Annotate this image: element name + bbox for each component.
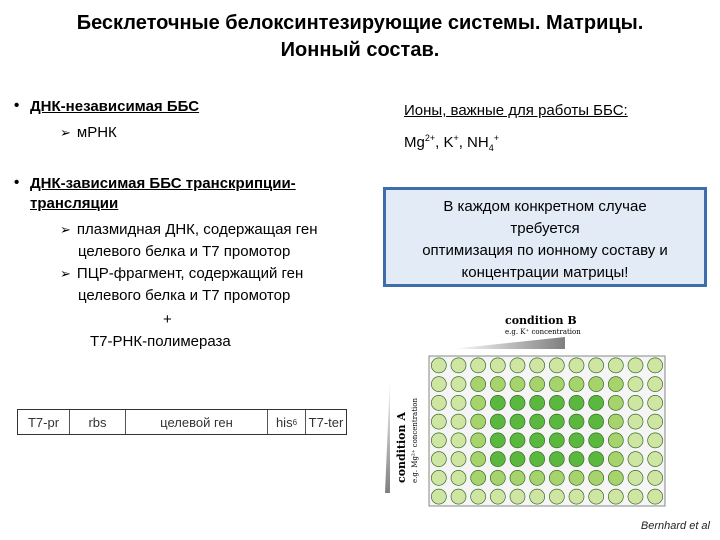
plate-well	[549, 395, 564, 410]
plate-well	[628, 433, 643, 448]
plate-well	[549, 452, 564, 467]
plate-well	[589, 452, 604, 467]
plate-well	[648, 433, 663, 448]
plate-well	[530, 433, 545, 448]
plate-well	[589, 377, 604, 392]
plate-well	[510, 414, 525, 429]
plate-well	[451, 452, 466, 467]
microplate-svg	[385, 303, 675, 516]
plate-well	[490, 414, 505, 429]
arrow-icon: ➢	[60, 266, 71, 281]
plate-well	[589, 470, 604, 485]
plate-well	[589, 358, 604, 373]
ions-list: $Mg^{2+}$, K+, $NH_4^+$	[404, 133, 499, 153]
condition-b-gradient	[451, 337, 565, 349]
plate-well	[648, 395, 663, 410]
arrow-icon: ➢	[60, 125, 71, 140]
plate-well	[451, 414, 466, 429]
list-item-plasmid-cont: целевого белка и Т7 промотор	[78, 243, 291, 260]
plate-well	[510, 395, 525, 410]
plate-well	[471, 358, 486, 373]
plate-wells	[429, 356, 665, 506]
plate-well	[569, 452, 584, 467]
plate-well	[471, 489, 486, 504]
plate-well	[471, 377, 486, 392]
plate-well	[471, 452, 486, 467]
plus-sign: +	[163, 311, 172, 328]
plate-well	[628, 470, 643, 485]
section-dna-dependent-heading-2: трансляции	[30, 195, 119, 212]
plate-well	[549, 470, 564, 485]
plate-well	[628, 395, 643, 410]
plate-well	[530, 377, 545, 392]
plate-well	[451, 470, 466, 485]
plate-well	[471, 470, 486, 485]
plate-well	[490, 395, 505, 410]
plate-well	[608, 358, 623, 373]
plate-well	[648, 414, 663, 429]
plate-well	[589, 489, 604, 504]
section-dna-dependent-heading-1: ДНК-зависимая ББС транскрипции-	[30, 175, 296, 192]
plate-well	[608, 489, 623, 504]
list-item-pcr-cont: целевого белка и Т7 промотор	[78, 287, 291, 304]
plate-well	[628, 358, 643, 373]
ions-heading: Ионы, важные для работы ББС:	[404, 102, 628, 119]
plate-well	[608, 433, 623, 448]
list-item-plasmid: ➢ плазмидная ДНК, содержащая ген	[60, 221, 318, 238]
bullet-dot: •	[14, 97, 20, 114]
citation: Bernhard et al	[640, 520, 710, 532]
section-dna-independent-heading: ДНК-независимая ББС	[30, 98, 200, 115]
optimization-callout	[383, 187, 707, 287]
list-item-pcr: ➢ ПЦР-фрагмент, содержащий ген	[60, 265, 304, 282]
plate-well	[608, 395, 623, 410]
plate-well	[628, 377, 643, 392]
gene-construct-diagram	[17, 409, 347, 435]
microplate-figure	[385, 303, 675, 516]
plate-well	[490, 377, 505, 392]
plate-well	[608, 470, 623, 485]
plate-well	[530, 489, 545, 504]
plate-well	[530, 358, 545, 373]
plate-well	[471, 395, 486, 410]
plate-well	[549, 433, 564, 448]
callout-line-4: концентрации матрицы!	[461, 264, 629, 281]
plate-well	[648, 377, 663, 392]
condition-a-gradient	[385, 375, 390, 493]
plate-well	[589, 395, 604, 410]
plate-well	[490, 489, 505, 504]
construct-segment-t7-terminator: T7-ter	[308, 414, 344, 430]
plate-well	[431, 358, 446, 373]
plate-well	[608, 414, 623, 429]
plate-well	[530, 395, 545, 410]
plate-well	[569, 358, 584, 373]
plate-well	[608, 377, 623, 392]
plate-well	[549, 414, 564, 429]
plate-well	[471, 433, 486, 448]
plate-well	[490, 470, 505, 485]
plate-well	[471, 414, 486, 429]
plate-well	[569, 377, 584, 392]
plate-well	[510, 358, 525, 373]
plate-well	[589, 433, 604, 448]
plate-well	[510, 452, 525, 467]
plate-well	[431, 395, 446, 410]
callout-line-1: В каждом конкретном случае	[443, 198, 647, 215]
plate-well	[608, 452, 623, 467]
condition-a-label: condition A	[395, 412, 408, 483]
polymerase-label: Т7-РНК-полимераза	[90, 333, 231, 350]
plate-well	[431, 377, 446, 392]
plate-well	[628, 452, 643, 467]
plate-well	[569, 489, 584, 504]
plate-well	[451, 433, 466, 448]
title-line-2: Ионный состав.	[280, 39, 440, 61]
list-item-mrna: ➢ мРНК	[60, 124, 117, 141]
arrow-icon: ➢	[60, 222, 71, 237]
construct-segment-target-gene: целевой ген	[126, 410, 268, 434]
plate-well	[648, 489, 663, 504]
condition-a-sublabel: e.g. Mg²⁺ concentration	[411, 398, 419, 483]
plate-well	[569, 395, 584, 410]
plate-well	[569, 433, 584, 448]
plate-well	[510, 470, 525, 485]
plate-well	[431, 414, 446, 429]
plate-well	[451, 358, 466, 373]
construct-segment-rbs: rbs	[70, 410, 126, 434]
plate-well	[648, 470, 663, 485]
plate-well	[431, 470, 446, 485]
plate-well	[451, 395, 466, 410]
plate-well	[451, 489, 466, 504]
plate-well	[549, 489, 564, 504]
plate-body	[429, 356, 665, 506]
construct-segment-t7-promoter: T7-pr	[18, 410, 70, 434]
plate-well	[510, 433, 525, 448]
plate-well	[530, 452, 545, 467]
slide-title	[0, 10, 720, 64]
plate-well	[648, 358, 663, 373]
plate-well	[490, 433, 505, 448]
plate-well	[490, 452, 505, 467]
plate-well	[628, 489, 643, 504]
plate-well	[490, 358, 505, 373]
plate-well	[569, 470, 584, 485]
plate-well	[510, 377, 525, 392]
plate-well	[431, 489, 446, 504]
plate-well	[530, 414, 545, 429]
bullet-dot: •	[14, 174, 20, 191]
plate-well	[510, 489, 525, 504]
plate-well	[628, 414, 643, 429]
plate-well	[431, 433, 446, 448]
plate-well	[569, 414, 584, 429]
construct-segment-his-tag: his 6	[268, 410, 306, 434]
title-line-1: Бесклеточные белоксинтезирующие системы. Матрицы.	[76, 12, 644, 34]
plate-well	[648, 452, 663, 467]
plate-well	[431, 452, 446, 467]
plate-well	[549, 377, 564, 392]
plate-well	[451, 377, 466, 392]
condition-b-label: condition B	[505, 314, 577, 327]
callout-line-3: оптимизация по ионному составу и	[422, 242, 668, 259]
callout-line-2: требуется	[510, 220, 580, 237]
plate-well	[530, 470, 545, 485]
plate-well	[549, 358, 564, 373]
plate-well	[589, 414, 604, 429]
condition-b-sublabel: e.g. K⁺ concentration	[505, 328, 581, 336]
